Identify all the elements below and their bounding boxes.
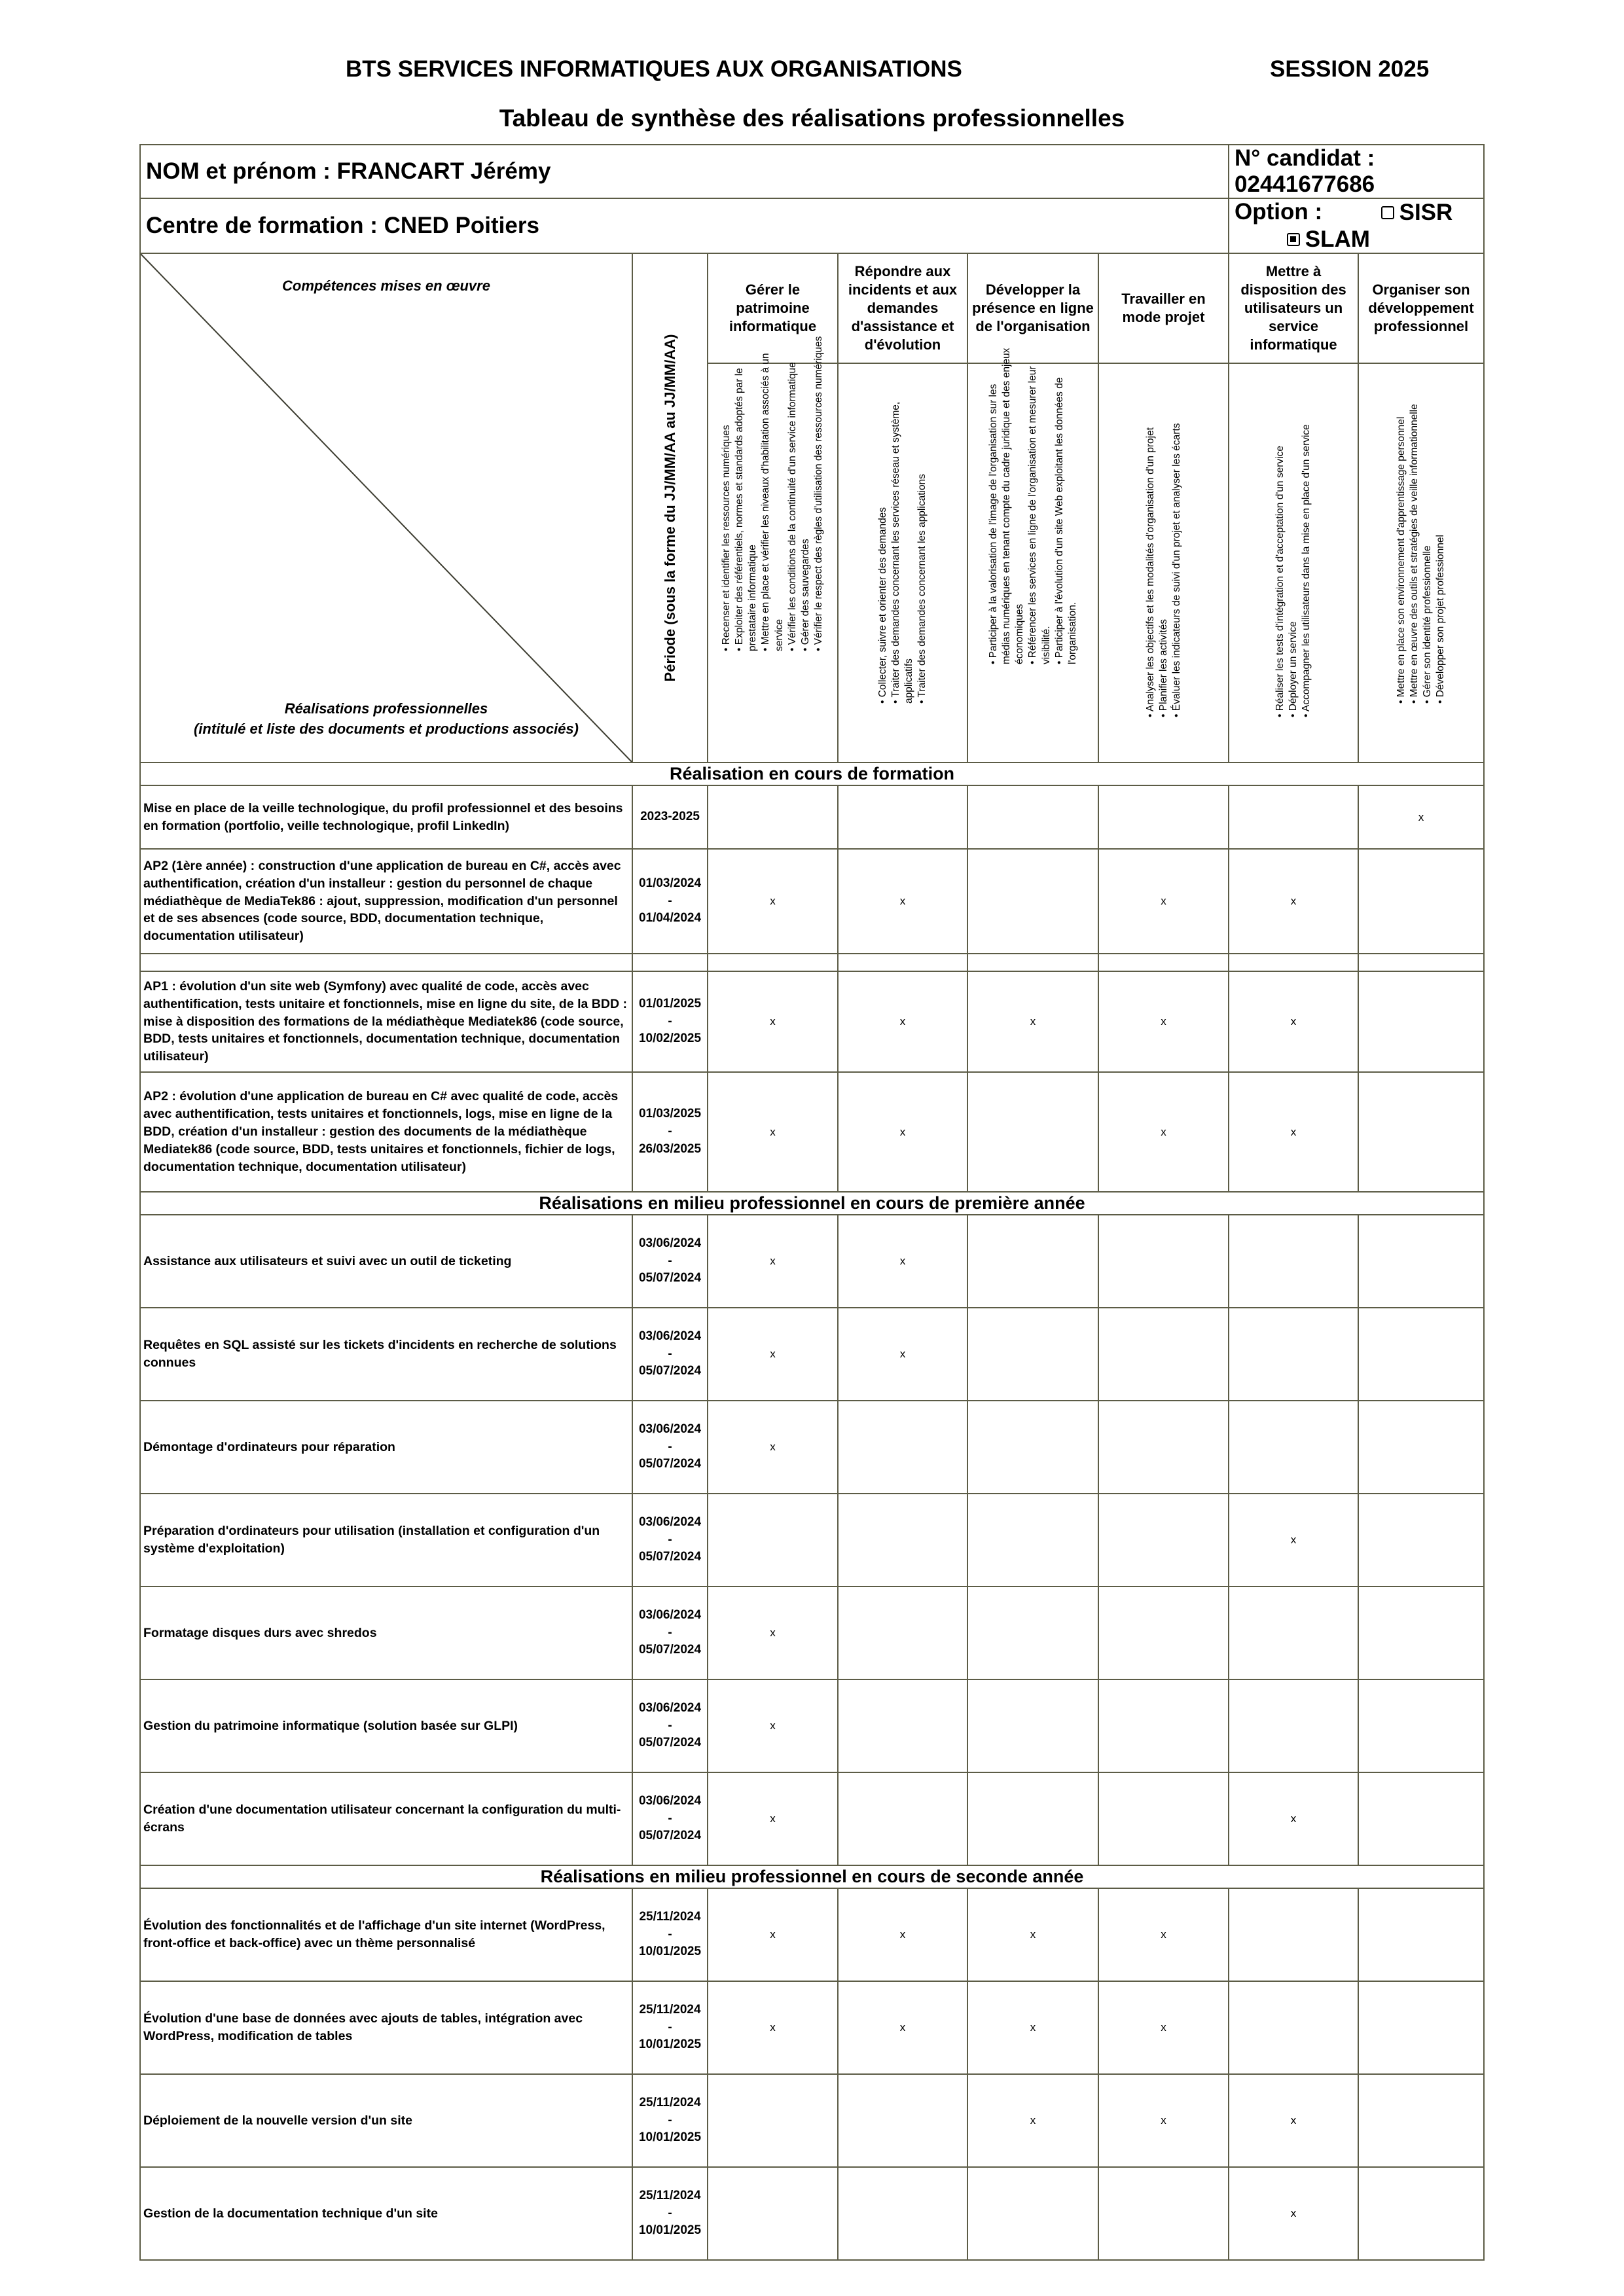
period-line: -	[668, 893, 672, 908]
realisation-period	[632, 2167, 708, 2260]
competence-mark: x	[838, 1215, 967, 1308]
competence-mark	[967, 1215, 1098, 1308]
competence-mark	[708, 2074, 838, 2167]
period-header-label: Période (sous la forme du JJ/MM/AA au JJ/MM/AA)	[661, 334, 678, 682]
table-row	[140, 1772, 1484, 1865]
competence-mark	[1098, 1679, 1229, 1772]
training-centre: Centre de formation : CNED Poitiers	[140, 198, 1229, 253]
realisation-period	[632, 785, 708, 849]
competence-item: prestataire informatique	[747, 545, 759, 651]
competence-mark	[838, 785, 967, 849]
competence-items-6	[1358, 363, 1484, 762]
competence-title-5: Mettre à disposition des utilisateurs un service informatique	[1229, 253, 1358, 363]
period-line: -	[668, 2020, 672, 2034]
period-line: 25/11/2024	[639, 2002, 701, 2017]
competence-mark	[1358, 1072, 1484, 1192]
competence-mark	[1229, 1981, 1358, 2074]
realisation-period	[632, 1888, 708, 1981]
competence-mark: x	[1229, 2167, 1358, 2260]
competence-mark: x	[1098, 849, 1229, 954]
competence-mark	[1358, 1494, 1484, 1587]
period-line: -	[668, 1718, 672, 1732]
realisation-period	[632, 1072, 708, 1192]
section-title: Réalisations en milieu professionnel en cours de première année	[140, 1192, 1484, 1215]
competence-mark: x	[967, 1888, 1098, 1981]
realisation-label: AP2 : évolution d'une application de bureau en C# avec qualité de code, accès avec authentification, tests unitaires et fonctionnels, logs, mise en ligne de la BDD, création d'un installeur : gestion des documents de la médiathèque Mediatek86 (code source, BDD, tests unitaires et fonctionnels, fichier de logs, documentation technique, documentation utilisateur)	[140, 1072, 632, 1192]
competence-mark: x	[708, 1308, 838, 1401]
candidate-number: N° candidat : 02441677686	[1229, 145, 1484, 198]
period-header	[632, 253, 708, 762]
period-line: 03/06/2024	[638, 1515, 702, 1529]
competence-mark: x	[1358, 785, 1484, 849]
synthesis-table	[139, 144, 1485, 2261]
session-label: SESSION 2025	[1270, 56, 1430, 82]
period-line: 03/06/2024	[638, 1607, 702, 1622]
table-row	[140, 1679, 1484, 1772]
table-row	[140, 2074, 1484, 2167]
spacer-cell	[140, 954, 632, 971]
period-line: 01/03/2025	[638, 1107, 702, 1121]
spacer-cell	[1358, 954, 1484, 971]
competence-item: service	[773, 619, 785, 651]
competence-item: • Référencer les services en ligne de l'organisation et mesurer leur	[1026, 366, 1038, 665]
realisation-period	[632, 1401, 708, 1494]
realisation-label: Mise en place de la veille technologique, du profil professionnel et des besoins en formation (portfolio, veille technologique, profil LinkedIn)	[140, 785, 632, 849]
competence-title-4: Travailler en mode projet	[1098, 253, 1229, 363]
realisation-label: AP1 : évolution d'un site web (Symfony) avec qualité de code, accès avec authentification, tests unitaire et fonctionnels, mise en ligne du site, de la BDD : mise à disposition des formations de la médiathèque Mediatek86 (code source, BDD, tests unitaires et fonctionnels, documentation technique, documentation utilisateur)	[140, 971, 632, 1072]
realisation-label: Formatage disques durs avec shredos	[140, 1587, 632, 1679]
table-row	[140, 1072, 1484, 1192]
competence-mark	[1098, 1215, 1229, 1308]
period-line: -	[668, 1346, 672, 1361]
option-label: Option :	[1235, 199, 1323, 224]
competence-mark	[1358, 2074, 1484, 2167]
realisation-label: Évolution d'une base de données avec ajouts de tables, intégration avec WordPress, modification de tables	[140, 1981, 632, 2074]
competence-item: • Traiter des demandes concernant les services réseau et système,	[890, 402, 901, 704]
table-row	[140, 1888, 1484, 1981]
competence-mark: x	[708, 1679, 838, 1772]
spacer-cell	[632, 954, 708, 971]
competence-mark	[1358, 971, 1484, 1072]
checked-checkbox-icon[interactable]	[1287, 233, 1300, 246]
competence-mark: x	[1229, 971, 1358, 1072]
period-line: 10/01/2025	[638, 1945, 702, 1959]
period-line: 05/07/2024	[638, 1550, 702, 1564]
table-row	[140, 849, 1484, 954]
period-line: -	[668, 1439, 672, 1454]
competence-mark: x	[1098, 1072, 1229, 1192]
period-line: 05/07/2024	[638, 1457, 702, 1471]
competence-mark	[708, 785, 838, 849]
period-line: 10/01/2025	[638, 2223, 702, 2238]
competence-mark	[1098, 1401, 1229, 1494]
competence-mark	[1229, 1888, 1358, 1981]
competence-item: médias numériques en tenant compte du cadre juridique et des enjeux	[1000, 348, 1012, 665]
competence-mark	[1229, 1587, 1358, 1679]
section-title: Réalisations en milieu professionnel en cours de seconde année	[140, 1865, 1484, 1888]
competence-mark: x	[708, 1981, 838, 2074]
competence-item: • Participer à l'évolution d'un site Web exploitant les données de	[1053, 377, 1065, 665]
competence-mark	[1098, 1587, 1229, 1679]
realisation-period	[632, 1308, 708, 1401]
competence-mark	[1358, 1679, 1484, 1772]
competence-mark	[708, 1494, 838, 1587]
competence-item: • Analyser les objectifs et les modalités d'organisation d'un projet	[1144, 427, 1156, 717]
competence-mark: x	[1229, 1494, 1358, 1587]
header-diagonal-cell	[140, 253, 632, 762]
option-row	[1229, 198, 1484, 253]
competence-mark	[1358, 1981, 1484, 2074]
competence-item: • Participer à la valorisation de l'image de l'organisation sur les	[987, 384, 999, 665]
competence-item: • Exploiter des référentiels, normes et standards adoptés par le	[734, 368, 746, 651]
period-line: 05/07/2024	[638, 1271, 702, 1285]
period-line: -	[668, 2206, 672, 2220]
option-sisr[interactable]	[1381, 200, 1453, 226]
period-line: 05/07/2024	[638, 1364, 702, 1378]
period-line: -	[668, 1124, 672, 1139]
realisation-label: Requêtes en SQL assisté sur les tickets d'incidents en recherche de solutions connues	[140, 1308, 632, 1401]
document-title: BTS SERVICES INFORMATIQUES AUX ORGANISATIONS	[346, 56, 962, 82]
checkbox-icon[interactable]	[1381, 206, 1394, 219]
realisation-label: Gestion de la documentation technique d'un site	[140, 2167, 632, 2260]
competence-item: • Réaliser les tests d'intégration et d'acceptation d'un service	[1274, 445, 1286, 717]
table-row	[140, 1401, 1484, 1494]
realisation-label: Déploiement de la nouvelle version d'un site	[140, 2074, 632, 2167]
competence-items-4	[1098, 363, 1229, 762]
competence-mark	[967, 1772, 1098, 1865]
competence-mark: x	[1098, 971, 1229, 1072]
competence-mark	[1229, 1215, 1358, 1308]
competence-mark: x	[708, 849, 838, 954]
competence-mark: x	[1229, 1772, 1358, 1865]
competence-mark	[1358, 2167, 1484, 2260]
competence-items-text	[720, 336, 825, 651]
spacer-cell	[967, 954, 1098, 971]
competence-mark	[1098, 1308, 1229, 1401]
competence-item: l'organisation.	[1066, 601, 1078, 665]
competence-mark	[1358, 1401, 1484, 1494]
competence-mark: x	[838, 971, 967, 1072]
period-line: -	[668, 1927, 672, 1941]
realisation-period	[632, 1772, 708, 1865]
competence-item: • Collecter, suivre et orienter des demandes	[876, 507, 888, 704]
competence-item: • Vérifier le respect des règles d'utilisation des ressources numériques	[812, 336, 824, 651]
period-line: 01/01/2025	[638, 996, 702, 1011]
table-row	[140, 2167, 1484, 2260]
competence-mark	[1229, 1401, 1358, 1494]
competence-mark: x	[1098, 2074, 1229, 2167]
period-line: 01/04/2024	[638, 911, 702, 925]
competence-mark: x	[708, 1587, 838, 1679]
table-row	[140, 785, 1484, 849]
competence-item: • Gérer des sauvegardes	[799, 539, 811, 651]
competence-mark: x	[1229, 2074, 1358, 2167]
competence-items-5	[1229, 363, 1358, 762]
table-row	[140, 1215, 1484, 1308]
competence-mark	[967, 1072, 1098, 1192]
competence-mark	[838, 1494, 967, 1587]
period-line: 10/02/2025	[638, 1031, 702, 1046]
period-line: 03/06/2024	[638, 1700, 702, 1715]
competence-mark: x	[708, 1772, 838, 1865]
competence-mark	[1229, 1679, 1358, 1772]
competence-mark: x	[838, 1888, 967, 1981]
realisation-period	[632, 1981, 708, 2074]
diagonal-line	[141, 254, 632, 762]
section-title: Réalisation en cours de formation	[140, 762, 1484, 785]
competence-items-2	[838, 363, 967, 762]
competence-mark: x	[967, 2074, 1098, 2167]
table-row	[140, 1981, 1484, 2074]
realisation-label: Gestion du patrimoine informatique (solution basée sur GLPI)	[140, 1679, 632, 1772]
competence-mark	[1098, 785, 1229, 849]
period-line: 03/06/2024	[638, 1793, 702, 1808]
competence-mark	[1229, 1308, 1358, 1401]
realisation-period	[632, 849, 708, 954]
option-slam-label: SLAM	[1305, 226, 1370, 252]
period-line: 05/07/2024	[638, 1736, 702, 1750]
period-line: 25/11/2024	[639, 2188, 701, 2202]
period-line: -	[668, 2113, 672, 2127]
competence-mark	[967, 2167, 1098, 2260]
spacer-cell	[708, 954, 838, 971]
competence-item: • Recenser et identifier les ressources numériques	[721, 425, 732, 651]
period-line: -	[668, 1811, 672, 1825]
realisation-label: Démontage d'ordinateurs pour réparation	[140, 1401, 632, 1494]
competence-mark	[1358, 1888, 1484, 1981]
competence-title-3: Développer la présence en ligne de l'organisation	[967, 253, 1098, 363]
realisations-label	[141, 699, 632, 740]
spacer-cell	[1229, 954, 1358, 971]
competence-mark	[838, 1401, 967, 1494]
competence-mark: x	[708, 1401, 838, 1494]
realisation-label: Préparation d'ordinateurs pour utilisation (installation et configuration d'un système d'exploitation)	[140, 1494, 632, 1587]
realisation-period	[632, 2074, 708, 2167]
competence-item: • Déployer un service	[1288, 620, 1299, 717]
competence-mark: x	[1098, 1981, 1229, 2074]
competence-mark: x	[708, 1072, 838, 1192]
competence-mark	[838, 1772, 967, 1865]
competence-mark	[967, 1308, 1098, 1401]
table-row	[140, 1494, 1484, 1587]
competence-mark	[1098, 2167, 1229, 2260]
realisation-label: Création d'une documentation utilisateur concernant la configuration du multi-écrans	[140, 1772, 632, 1865]
competence-item: • Planifier les activités	[1157, 619, 1169, 717]
period-line: 25/11/2024	[639, 2095, 701, 2109]
competence-mark	[967, 785, 1098, 849]
option-sisr-label: SISR	[1399, 200, 1453, 225]
competence-mark	[1358, 849, 1484, 954]
period-line: 05/07/2024	[638, 1643, 702, 1657]
period-line: 05/07/2024	[638, 1829, 702, 1843]
competence-mark	[1358, 1215, 1484, 1308]
competence-item: • Mettre en place et vérifier les niveaux d'habilitation associés à un	[760, 353, 772, 651]
option-slam[interactable]	[1287, 226, 1370, 253]
competence-mark	[967, 849, 1098, 954]
candidate-name: NOM et prénom : FRANCART Jérémy	[140, 145, 1229, 198]
competence-mark	[1098, 1772, 1229, 1865]
competence-mark	[838, 2167, 967, 2260]
competence-items-text	[1274, 424, 1313, 717]
competence-items-3	[967, 348, 1098, 762]
competence-item: • Mettre en place son environnement d'apprentissage personnel	[1395, 417, 1407, 704]
table-row	[140, 971, 1484, 1072]
competence-mark	[967, 1401, 1098, 1494]
competence-item: • Gérer son identité professionnelle	[1421, 545, 1433, 704]
competence-title-2: Répondre aux incidents et aux demandes d'assistance et d'évolution	[838, 253, 967, 363]
period-line: 03/06/2024	[638, 1236, 702, 1250]
spacer-cell	[1098, 954, 1229, 971]
competence-item: applicatifs	[903, 658, 914, 704]
competence-mark	[708, 2167, 838, 2260]
competence-items-text	[1144, 423, 1183, 717]
realisations-label-line2: (intitulé et liste des documents et productions associés)	[193, 721, 579, 738]
competence-mark	[967, 1587, 1098, 1679]
competence-mark	[1229, 785, 1358, 849]
competence-mark: x	[838, 1072, 967, 1192]
competence-mark	[1358, 1772, 1484, 1865]
competence-mark	[967, 1494, 1098, 1587]
realisation-label: Assistance aux utilisateurs et suivi avec un outil de ticketing	[140, 1215, 632, 1308]
realisation-period	[632, 971, 708, 1072]
realisation-period	[632, 1215, 708, 1308]
competence-mark	[967, 1679, 1098, 1772]
period-line: 2023-2025	[640, 810, 700, 824]
period-line: 10/01/2025	[638, 2037, 702, 2052]
competence-mark: x	[967, 1981, 1098, 2074]
period-line: -	[668, 1625, 672, 1640]
competence-mark: x	[967, 971, 1098, 1072]
competence-item: visibilité.	[1040, 626, 1052, 665]
competence-items-1	[708, 336, 838, 762]
period-line: -	[668, 1532, 672, 1547]
realisation-period	[632, 1494, 708, 1587]
competence-mark	[1358, 1308, 1484, 1401]
spacer-cell	[838, 954, 967, 971]
period-line: 10/01/2025	[638, 2130, 702, 2145]
period-line: -	[668, 1253, 672, 1268]
competences-label: Compétences mises en œuvre	[282, 278, 490, 294]
competence-mark: x	[1229, 849, 1358, 954]
period-line: 01/03/2024	[638, 876, 702, 890]
competence-mark	[1098, 1494, 1229, 1587]
realisations-label-line1: Réalisations professionnelles	[284, 700, 488, 717]
competence-item: économiques	[1013, 603, 1025, 665]
competence-item: • Accompagner les utilisateurs dans la mise en place d'un service	[1301, 423, 1312, 717]
period-line: 26/03/2025	[638, 1141, 702, 1156]
competence-mark: x	[1229, 1072, 1358, 1192]
competence-mark: x	[708, 971, 838, 1072]
period-line: -	[668, 1014, 672, 1028]
competence-item: • Mettre en œuvre des outils et stratégies de veille informationnelle	[1408, 404, 1420, 704]
competence-item: • Développer son projet professionnel	[1434, 535, 1446, 704]
competence-mark: x	[708, 1888, 838, 1981]
competence-mark: x	[1098, 1888, 1229, 1981]
competence-items-text	[1395, 404, 1448, 704]
competence-title-6: Organiser son développement professionnel	[1358, 253, 1484, 363]
competence-mark: x	[708, 1215, 838, 1308]
table-row	[140, 1308, 1484, 1401]
realisation-period	[632, 1679, 708, 1772]
competence-items-text	[987, 348, 1079, 664]
competence-mark	[838, 1587, 967, 1679]
table-row	[140, 1587, 1484, 1679]
competence-mark: x	[838, 1981, 967, 2074]
period-line: 25/11/2024	[639, 1909, 701, 1924]
realisation-label: Évolution des fonctionnalités et de l'affichage d'un site internet (WordPress, front-office et back-office) avec un thème personnalisé	[140, 1888, 632, 1981]
realisation-label: AP2 (1ère année) : construction d'une application de bureau en C#, accès avec authentification, création d'un installeur : gestion du personnel de chaque médiathèque de MediaTek86 : ajout, suppression, modification d'un personnel et de ses absences (code source, BDD, documentation technique, documentation utilisateur)	[140, 849, 632, 954]
competence-mark	[1358, 1587, 1484, 1679]
competence-mark: x	[838, 1308, 967, 1401]
competence-items-text	[876, 402, 929, 704]
period-line: 03/06/2024	[638, 1329, 702, 1343]
competence-mark	[838, 2074, 967, 2167]
competence-item: • Traiter des demandes concernant les applications	[916, 474, 928, 704]
period-line: 03/06/2024	[638, 1422, 702, 1436]
realisation-period	[632, 1587, 708, 1679]
competence-item: • Évaluer les indicateurs de suivi d'un projet et analyser les écarts	[1170, 423, 1182, 717]
competence-mark	[838, 1679, 967, 1772]
competence-item: • Vérifier les conditions de la continuité d'un service informatique	[786, 362, 798, 651]
table-subtitle: Tableau de synthèse des réalisations professionnelles	[499, 105, 1125, 132]
competence-mark: x	[838, 849, 967, 954]
competence-title-1: Gérer le patrimoine informatique	[708, 253, 838, 363]
